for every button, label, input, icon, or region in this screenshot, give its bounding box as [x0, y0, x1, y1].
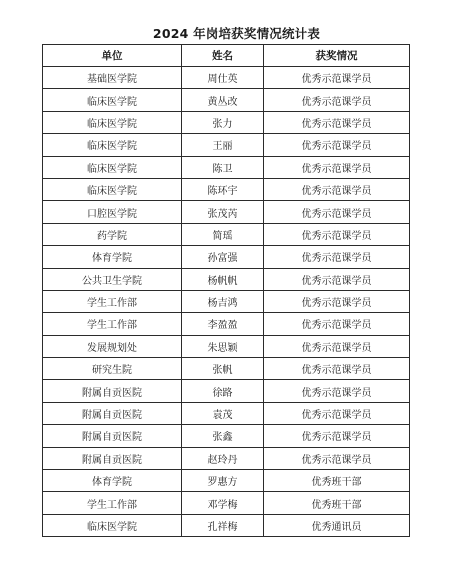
cell-award: 优秀示范课学员: [264, 89, 410, 111]
header-unit: 单位: [43, 45, 182, 67]
cell-unit: 体育学院: [43, 246, 182, 268]
cell-award: 优秀示范课学员: [264, 246, 410, 268]
cell-name: 孙富强: [182, 246, 264, 268]
cell-name: 周仕英: [182, 67, 264, 89]
page-title: 2024 年岗培获奖情况统计表: [152, 26, 321, 41]
cell-name: 陈环宇: [182, 178, 264, 200]
cell-unit: 附属自贡医院: [43, 380, 182, 402]
cell-name: 邓学梅: [182, 492, 264, 514]
table-row: [43, 134, 410, 156]
cell-name: 李盈盈: [182, 313, 264, 335]
cell-unit: 药学院: [43, 223, 182, 245]
cell-award: 优秀示范课学员: [264, 425, 410, 447]
table-row: [43, 358, 410, 380]
table-row: [43, 156, 410, 178]
cell-award: 优秀通讯员: [264, 514, 410, 536]
cell-name: 简瑶: [182, 223, 264, 245]
table-row: [43, 514, 410, 536]
cell-name: 罗惠方: [182, 470, 264, 492]
cell-name: 张茂芮: [182, 201, 264, 223]
cell-unit: 附属自贡医院: [43, 425, 182, 447]
cell-award: 优秀班干部: [264, 470, 410, 492]
table-row: [43, 492, 410, 514]
cell-award: 优秀示范课学员: [264, 67, 410, 89]
cell-award: 优秀班干部: [264, 492, 410, 514]
cell-award: 优秀示范课学员: [264, 111, 410, 133]
table-row: [43, 402, 410, 424]
cell-award: 优秀示范课学员: [264, 358, 410, 380]
cell-unit: 学生工作部: [43, 290, 182, 312]
table-header-row: [43, 45, 410, 67]
table-row: [43, 335, 410, 357]
cell-award: 优秀示范课学员: [264, 290, 410, 312]
table-row: [43, 67, 410, 89]
cell-award: 优秀示范课学员: [264, 178, 410, 200]
cell-award: 优秀示范课学员: [264, 134, 410, 156]
cell-name: 杨帆帆: [182, 268, 264, 290]
header-name: 姓名: [182, 45, 264, 67]
table-row: [43, 313, 410, 335]
cell-unit: 学生工作部: [43, 492, 182, 514]
cell-unit: 临床医学院: [43, 89, 182, 111]
cell-name: 王丽: [182, 134, 264, 156]
cell-unit: 临床医学院: [43, 134, 182, 156]
table-row: [43, 290, 410, 312]
cell-name: 杨吉鸿: [182, 290, 264, 312]
cell-unit: 临床医学院: [43, 156, 182, 178]
table-body: [43, 67, 410, 537]
cell-name: 袁茂: [182, 402, 264, 424]
cell-name: 赵玲丹: [182, 447, 264, 469]
cell-unit: 研究生院: [43, 358, 182, 380]
cell-award: 优秀示范课学员: [264, 268, 410, 290]
table-row: [43, 470, 410, 492]
cell-unit: 基础医学院: [43, 67, 182, 89]
cell-award: 优秀示范课学员: [264, 201, 410, 223]
cell-unit: 发展规划处: [43, 335, 182, 357]
cell-award: 优秀示范课学员: [264, 223, 410, 245]
cell-unit: 口腔医学院: [43, 201, 182, 223]
cell-award: 优秀示范课学员: [264, 335, 410, 357]
cell-unit: 临床医学院: [43, 111, 182, 133]
table-row: [43, 380, 410, 402]
cell-unit: 附属自贡医院: [43, 447, 182, 469]
cell-name: 张鑫: [182, 425, 264, 447]
table-row: [43, 111, 410, 133]
cell-unit: 临床医学院: [43, 178, 182, 200]
table-row: [43, 246, 410, 268]
cell-unit: 公共卫生学院: [43, 268, 182, 290]
cell-unit: 体育学院: [43, 470, 182, 492]
header-award: 获奖情况: [264, 45, 410, 67]
cell-unit: 学生工作部: [43, 313, 182, 335]
cell-award: 优秀示范课学员: [264, 380, 410, 402]
cell-award: 优秀示范课学员: [264, 156, 410, 178]
cell-name: 张力: [182, 111, 264, 133]
cell-award: 优秀示范课学员: [264, 447, 410, 469]
table-row: [43, 268, 410, 290]
table-row: [43, 447, 410, 469]
cell-name: 孔祥梅: [182, 514, 264, 536]
cell-name: 黄丛改: [182, 89, 264, 111]
table-row: [43, 178, 410, 200]
cell-award: 优秀示范课学员: [264, 313, 410, 335]
cell-unit: 临床医学院: [43, 514, 182, 536]
cell-name: 张帆: [182, 358, 264, 380]
cell-name: 徐路: [182, 380, 264, 402]
table-row: [43, 425, 410, 447]
cell-name: 朱思颖: [182, 335, 264, 357]
cell-unit: 附属自贡医院: [43, 402, 182, 424]
table-row: [43, 201, 410, 223]
table-row: [43, 223, 410, 245]
award-statistics-table: [42, 44, 410, 537]
table-row: [43, 89, 410, 111]
cell-name: 陈卫: [182, 156, 264, 178]
cell-award: 优秀示范课学员: [264, 402, 410, 424]
